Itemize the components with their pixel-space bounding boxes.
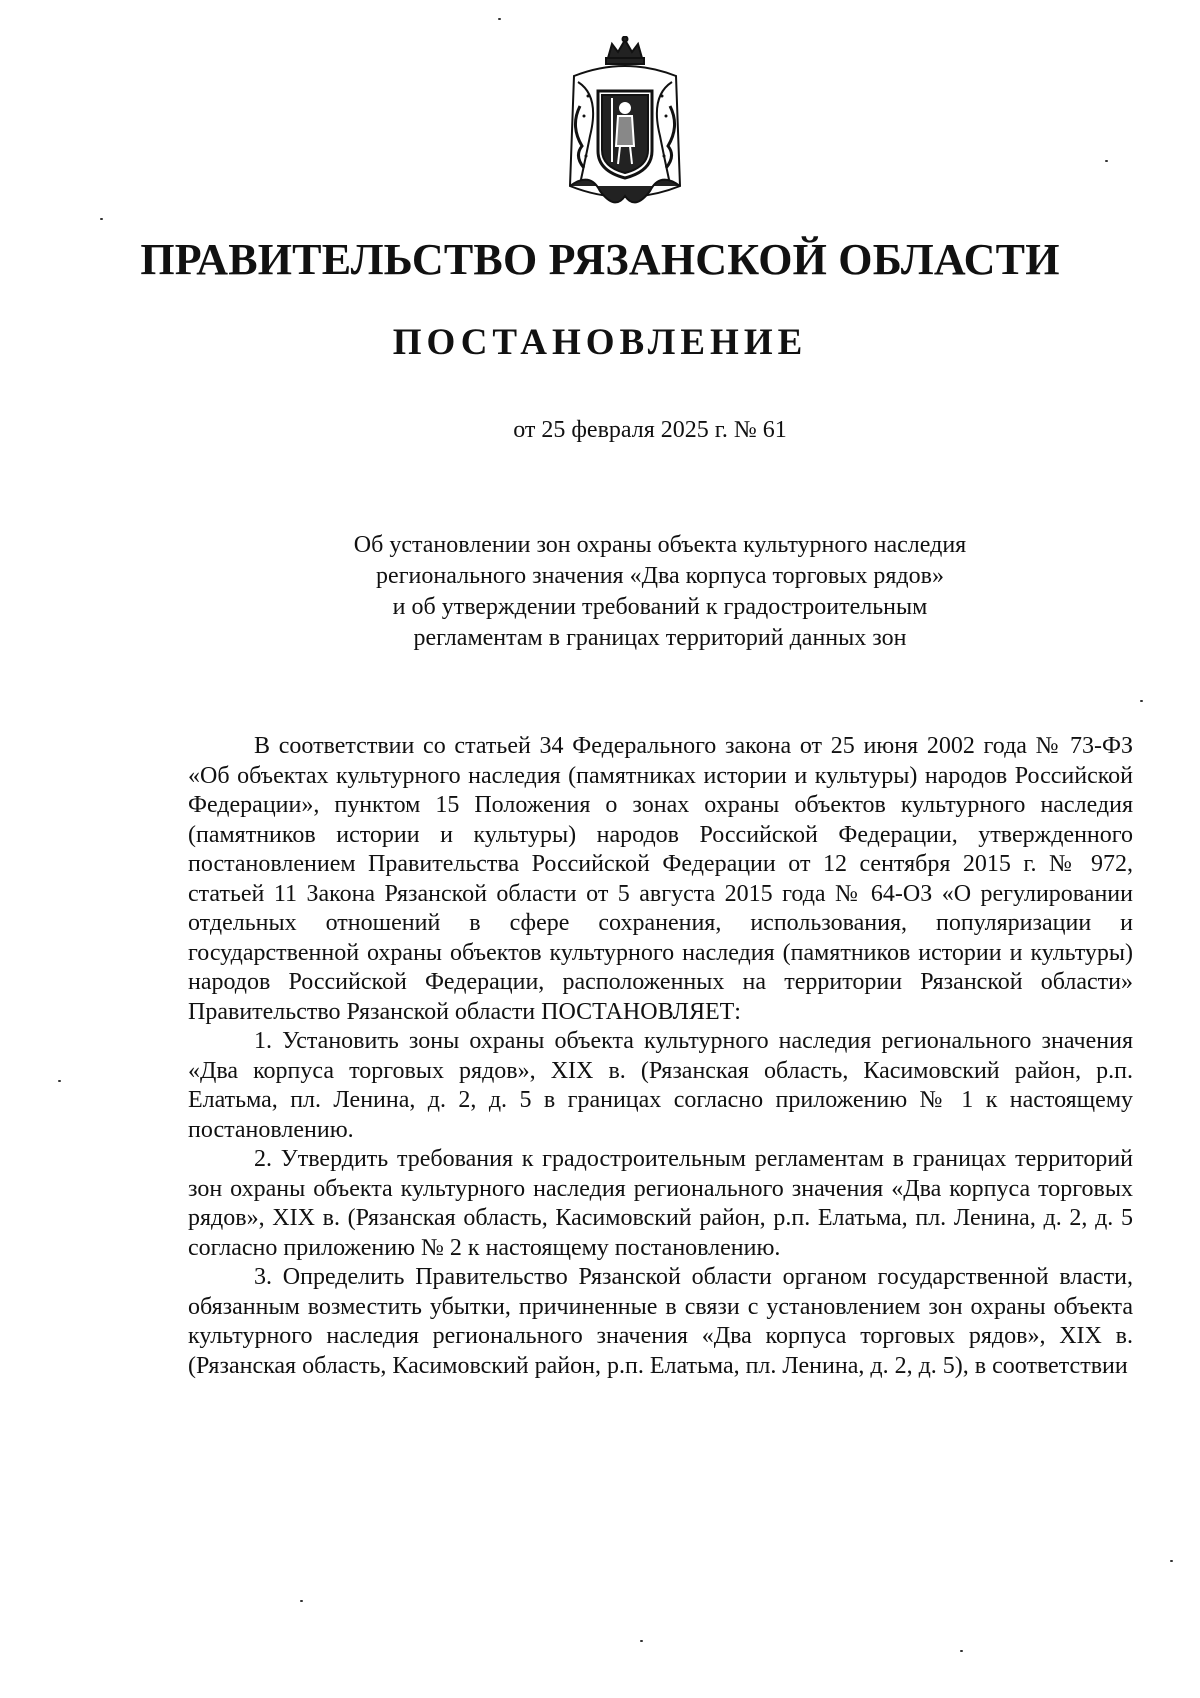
scan-speck [1170, 1560, 1173, 1562]
issuing-authority: ПРАВИТЕЛЬСТВО РЯЗАНСКОЙ ОБЛАСТИ [140, 235, 1060, 284]
scan-speck [640, 1640, 643, 1642]
scan-speck [100, 218, 103, 220]
title-line: регионального значения «Два корпуса торговых рядов» [376, 563, 944, 589]
preamble-paragraph: В соответствии со статьей 34 Федерального закона от 25 июня 2002 года № 73-ФЗ «Об объектах культурного наследия (памятниках истории и культуры) народов Российской Федерации», пунктом 15 Положения о зонах охраны объектов культурного наследия (памятников истории и культуры) народов Российской Федерации, утвержденного постановлением Правительства Российской Федерации от 12 сентября 2015 г. № 972, статьей 11 Закона Рязанской области от 5 августа 2015 года № 64-ОЗ «О регулировании отдельных отношений в сфере сохранения, использования, популяризации и государственной охраны объектов культурного наследия (памятников истории и культуры) народов Российской Федерации, расположенных на территории Рязанской области» Правительство Рязанской области ПОСТАНОВЛЯЕТ: [188, 733, 1133, 1025]
scan-speck [960, 1650, 963, 1652]
scan-speck [300, 1600, 303, 1602]
document-type: ПОСТАНОВЛЕНИЕ [392, 322, 808, 363]
scan-speck [58, 1080, 61, 1082]
scan-speck [1105, 160, 1108, 162]
coat-of-arms-icon [560, 36, 690, 211]
resolution-item-1: 1. Установить зоны охраны объекта культурного наследия регионального значения «Два корпуса торговых рядов», XIX в. (Рязанская область, Касимовский район, р.п. Елатьма, пл. Ленина, д. 2, д. 5 в границах согласно приложению № 1 к настоящему постановлению. [188, 1028, 1133, 1143]
document-date-number: от 25 февраля 2025 г. № 61 [513, 417, 787, 443]
document-body [188, 732, 1133, 1381]
resolution-item-2: 2. Утвердить требования к градостроительным регламентам в границах территорий зон охраны объекта культурного наследия регионального значения «Два корпуса торговых рядов», XIX в. (Рязанская область, Касимовский район, р.п. Елатьма, пл. Ленина, д. 2, д. 5 согласно приложению № 2 к настоящему постановлению. [188, 1146, 1133, 1261]
resolution-item-3: 3. Определить Правительство Рязанской области органом государственной власти, обязанным возместить убытки, причиненные в связи с установлением зон охраны объекта культурного наследия регионального значения «Два корпуса торговых рядов», XIX в. (Рязанская область, Касимовский район, р.п. Елатьма, пл. Ленина, д. 2, д. 5), в соответствии [188, 1264, 1133, 1379]
scan-speck [498, 18, 501, 20]
document-title [250, 530, 1070, 654]
title-line: регламентам в границах территорий данных зон [413, 625, 907, 651]
title-line: и об утверждении требований к градостроительным [392, 594, 928, 620]
title-line: Об установлении зон охраны объекта культурного наследия [353, 532, 967, 558]
scan-speck [1140, 700, 1143, 702]
